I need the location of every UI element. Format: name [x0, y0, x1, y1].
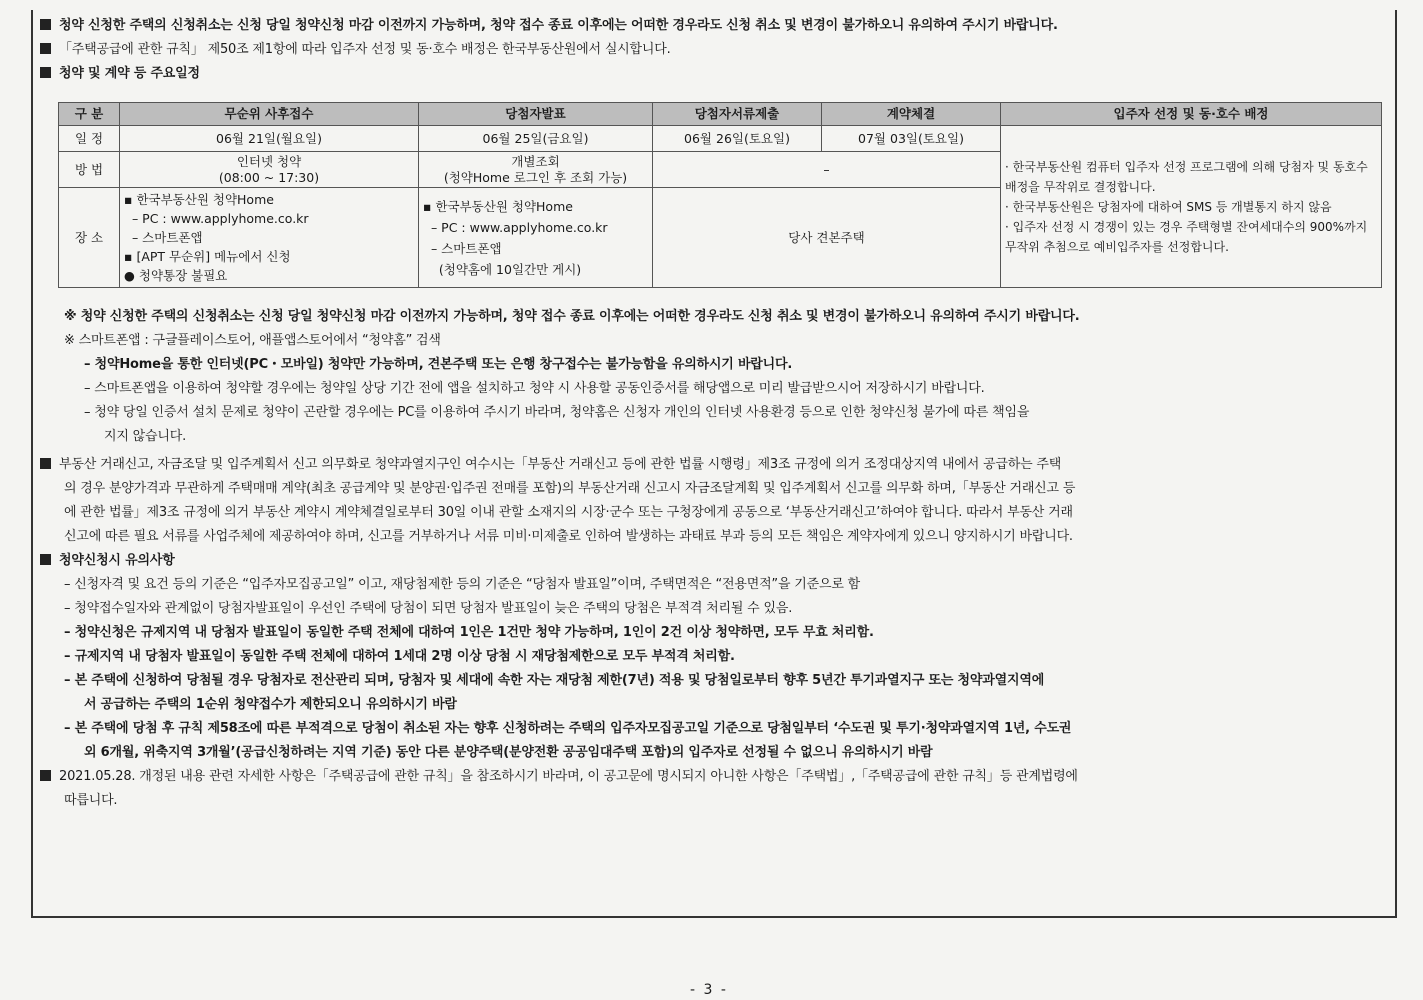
square-bullet-icon: [40, 770, 51, 781]
method-text: 인터넷 청약: [236, 153, 302, 169]
cell-date: 06월 25일(금요일): [419, 126, 653, 152]
square-bullet-icon: [40, 67, 51, 78]
cancel-notice: [40, 14, 1390, 38]
caution-item: 외 6개월, 위축지역 3개월’(공급신청하려는 지역 기준) 동안 다른 분양주택(분양전환 공공임대주택 포함)의 입주자로 선정될 수 없으니 유의하시기 바람: [84, 745, 933, 760]
cell-date: 07월 03일(토요일): [822, 126, 1001, 152]
footer-text: 2021.05.28. 개정된 내용 관련 자세한 사항은「주택공급에 관한 규칙」을 참조하시기 바라며, 이 공고문에 명시되지 아니한 사항은「주택법」,「주택공급에 관한 규칙」등 관계법령에: [59, 769, 1078, 784]
regulation-notice: [40, 38, 1390, 62]
footer-line: 따릅니다.: [64, 793, 118, 808]
assign-cell: [1001, 126, 1382, 288]
caution-item: 서 공급하는 주택의 1순위 청약접수가 제한되오니 유의하시기 바람: [84, 697, 457, 712]
place-line: – 스마트폰앱: [423, 240, 502, 256]
page-number: - 3 -: [690, 982, 728, 998]
row-label: 방 법: [59, 152, 120, 188]
realty-line: 에 관한 법률」제3조 규정에 의거 부동산 계약시 계약체결일로부터 30일 이내 관할 소재지의 시장·군수 또는 구청장에게 공동으로 ‘부동산거래신고’하여야 합니다. 따라서 부동산 거래: [64, 505, 1073, 520]
cell-method: [120, 152, 419, 188]
header-docs: 당첨자서류제출: [653, 103, 822, 126]
row-label: 일 정: [59, 126, 120, 152]
caution-item: – 규제지역 내 당첨자 발표일이 동일한 주택 전체에 대하여 1세대 2명 이상 당첨 시 재당첨제한으로 모두 부적격 처리함.: [64, 649, 735, 664]
note-line: – 청약 당일 인증서 설치 문제로 청약이 곤란할 경우에는 PC를 이용하여 주시기 바라며, 청약홈은 신청자 개인의 인터넷 사용환경 등으로 인한 청약신청 불가에 따른 책임을: [84, 405, 1030, 420]
caution-item: – 청약신청은 규제지역 내 당첨자 발표일이 동일한 주택 전체에 대하여 1인은 1건만 청약 가능하며, 1인이 2건 이상 청약하면, 모두 무효 처리함.: [64, 625, 874, 640]
caution-item: – 청약접수일자와 관계없이 당첨자발표일이 우선인 주택에 당첨이 되면 당첨자 발표일이 늦은 주택의 당첨은 부적격 처리될 수 있음.: [64, 601, 793, 616]
header-assign: 입주자 선정 및 동·호수 배정: [1001, 103, 1382, 126]
caution-heading: [40, 549, 1390, 573]
place-line: – 스마트폰앱: [124, 230, 203, 245]
realty-text: 부동산 거래신고, 자금조달 및 입주계획서 신고 의무화로 청약과열지구인 여수시는「부동산 거래신고 등에 관한 법률 시행령」제3조 규정에 의거 조정대상지역 내에서 공급하는 주택: [59, 457, 1062, 472]
cell-place: [419, 188, 653, 288]
header-unranked: 무순위 사후접수: [120, 103, 419, 126]
document-body: [40, 14, 1390, 86]
table-row: [59, 126, 1382, 152]
square-bullet-icon: [40, 458, 51, 469]
cell-date: 06월 26일(토요일): [653, 126, 822, 152]
place-line: ● 청약통장 불필요: [124, 268, 228, 283]
schedule-heading-text: 청약 및 계약 등 주요일정: [59, 66, 200, 81]
schedule-table: [58, 102, 1382, 288]
regulation-notice-text: 「주택공급에 관한 규칙」 제50조 제1항에 따라 입주자 선정 및 동·호수 배정은 한국부동산원에서 실시합니다.: [59, 42, 671, 57]
note-line: ※ 스마트폰앱 : 구글플레이스토어, 애플앱스토어에서 “청약홈” 검색: [64, 333, 441, 348]
cell-dash: –: [653, 152, 1001, 188]
method-note: (청약Home 로그인 후 조회 가능): [443, 169, 628, 185]
note-line: – 청약Home을 통한 인터넷(PC・모바일) 청약만 가능하며, 견본주택 또는 은행 창구접수는 불가능함을 유의하시기 바랍니다.: [84, 357, 793, 372]
place-line: ▪ [APT 무순위] 메뉴에서 신청: [124, 249, 291, 264]
header-announce: 당첨자발표: [419, 103, 653, 126]
place-line: – PC : www.applyhome.co.kr: [423, 219, 608, 235]
realty-line: 의 경우 분양가격과 무관하게 주택매매 계약(최초 공급계약 및 분양권·입주권 전매를 포함)의 부동산거래 신고시 자금조달계획 및 입주계획서 신고를 의무화 하며,「부동산 거래신고 등: [64, 481, 1076, 496]
method-hours: (08:00 ~ 17:30): [218, 169, 320, 185]
square-bullet-icon: [40, 554, 51, 565]
header-category: 구 분: [59, 103, 120, 126]
assign-item: · 한국부동산원 컴퓨터 입주자 선정 프로그램에 의해 당첨자 및 동호수 배정을 무작위로 결정합니다.: [1005, 159, 1368, 194]
cell-method: [419, 152, 653, 188]
square-bullet-icon: [40, 19, 51, 30]
place-line: (청약홈에 10일간만 게시): [423, 261, 582, 277]
realty-notice: [40, 453, 1390, 477]
table-header-row: [59, 103, 1382, 126]
note-line: ※ 청약 신청한 주택의 신청취소는 신청 당일 청약신청 마감 이전까지 가능하며, 청약 접수 종료 이후에는 어떠한 경우라도 신청 취소 및 변경이 불가하오니 유의하여 주시기 바랍니다.: [64, 309, 1080, 324]
caution-title: 청약신청시 유의사항: [59, 553, 175, 568]
note-line: – 스마트폰앱을 이용하여 청약할 경우에는 청약일 상당 기간 전에 앱을 설치하고 청약 시 사용할 공동인증서를 해당앱으로 미리 발급받으시어 저장하시기 바랍니다.: [84, 381, 985, 396]
realty-line: 신고에 따른 필요 서류를 사업주체에 제공하여야 하며, 신고를 거부하거나 서류 미비·미제출로 인하여 발생하는 과태료 부과 등의 모든 책임은 계약자에게 있으니 양지하시기 바랍니다.: [64, 529, 1073, 544]
notes-section: [40, 305, 1390, 813]
row-label: 장 소: [59, 188, 120, 288]
assign-item: · 한국부동산원은 당첨자에 대하여 SMS 등 개별통지 하지 않음: [1005, 199, 1332, 214]
footer-notice: [40, 765, 1390, 789]
cell-model-house: 당사 견본주택: [653, 188, 1001, 288]
caution-item: – 본 주택에 당첨 후 규칙 제58조에 따른 부적격으로 당첨이 취소된 자는 향후 신청하려는 주택의 입주자모집공고일 기준으로 당첨일부터 ‘수도권 및 투기·청약과열지역 1년, 수도권: [64, 721, 1072, 736]
place-line: – PC : www.applyhome.co.kr: [124, 211, 309, 226]
caution-item: – 본 주택에 신청하여 당첨될 경우 당첨자로 전산관리 되며, 당첨자 및 세대에 속한 자는 재당첨 제한(7년) 적용 및 당첨일로부터 향후 5년간 투기과열지구 또는 청약과열지역에: [64, 673, 1045, 688]
header-contract: 계약체결: [822, 103, 1001, 126]
schedule-heading: [40, 62, 1390, 86]
caution-item: – 신청자격 및 요건 등의 기준은 “입주자모집공고일” 이고, 재당첨제한 등의 기준은 “당첨자 발표일”이며, 주택면적은 “전용면적”을 기준으로 함: [64, 577, 860, 592]
cell-date: 06월 21일(월요일): [120, 126, 419, 152]
method-text: 개별조회: [511, 153, 560, 169]
cancel-notice-text: 청약 신청한 주택의 신청취소는 신청 당일 청약신청 마감 이전까지 가능하며, 청약 접수 종료 이후에는 어떠한 경우라도 신청 취소 및 변경이 불가하오니 유의하여 주시기 바랍니다.: [59, 18, 1058, 33]
cell-place: [120, 188, 419, 288]
note-line: 지지 않습니다.: [104, 429, 187, 444]
assign-item: · 입주자 선정 시 경쟁이 있는 경우 주택형별 잔여세대수의 900%까지 무작위 추첨으로 예비입주자를 선정합니다.: [1005, 219, 1368, 254]
place-line: ▪ 한국부동산원 청약Home: [423, 198, 573, 214]
place-line: ▪ 한국부동산원 청약Home: [124, 192, 274, 207]
square-bullet-icon: [40, 43, 51, 54]
